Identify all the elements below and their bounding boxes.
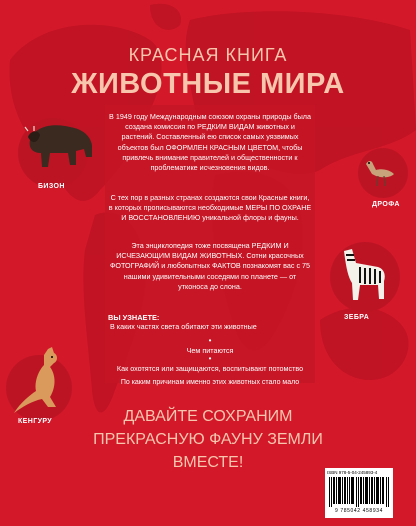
book-title: ЖИВОТНЫЕ МИРА	[71, 68, 345, 100]
series-title: КРАСНАЯ КНИГА	[128, 45, 288, 65]
bullet-item-4	[110, 378, 310, 388]
bullet-text: Как охотятся или защищаются, воспитывают потомство	[116, 364, 304, 373]
bullet-text: В каких частях света обитают эти животные	[110, 322, 257, 331]
intro-paragraph-1: В 1949 году Международным союзом охраны природы была создана комиссия по РЕДКИМ ВИДАМ животных и растений. Составленный ею список самых уязвимых объектов был ОФОРМЛЕН КРАСНЫМ ЦВЕТОМ, чтобы привлечь внимание правителей и общественности к проблематике исчезновения видов.	[109, 112, 311, 173]
bird-icon	[360, 156, 400, 188]
bullet-item-2	[110, 336, 310, 356]
kangaroo-icon	[10, 345, 70, 415]
intro-paragraph-3: Эта энциклопедия тоже посвящена РЕДКИМ И ИСЧЕЗАЮЩИМ ВИДАМ ЖИВОТНЫХ. Сотни красочных ФОТОГРАФИЙ и любопытных ФАКТОВ познакомят вас с 75 нашими удивительными соседями по планете — от утконоса до слона.	[109, 241, 311, 291]
bullet-text: По каким причинам именно этих животных стало мало	[120, 379, 300, 386]
intro-paragraph-2: С тех пор в разных странах создаются свои Красные книги, в которых прописываются необходимые МЕРЫ ПО ОХРАНЕ И ВОССТАНОВЛЕНИЮ уникальной флоры и фауны.	[108, 193, 312, 223]
bullet-dot-icon: •	[208, 336, 212, 345]
bison-label: БИЗОН	[38, 183, 65, 190]
bullet-item-1	[110, 322, 310, 332]
zebra-label: ЗЕБРА	[344, 314, 370, 321]
isbn-text: ISBN 978-5-04-245893-4	[327, 470, 378, 475]
bullet-dot-icon: •	[208, 354, 212, 363]
bullet-text: Чем питаются	[186, 346, 234, 355]
barcode-digits: 9 785042 458934	[335, 508, 383, 514]
kangaroo-label: КЕНГУРУ	[18, 418, 53, 425]
slogan-line-3: ВМЕСТЕ!	[172, 454, 244, 471]
slogan	[40, 405, 376, 474]
barcode-icon	[329, 477, 389, 507]
slogan-line-1: ДАВАЙТЕ СОХРАНИМ	[123, 408, 293, 425]
bullet-item-3	[110, 354, 310, 374]
bustard-label: ДРОФА	[372, 201, 400, 208]
you-will-learn-heading: ВЫ УЗНАЕТЕ:	[108, 313, 160, 322]
slogan-line-2: ПРЕКРАСНУЮ ФАУНУ ЗЕМЛИ	[93, 431, 323, 448]
bison-icon	[20, 115, 100, 175]
zebra-icon	[332, 245, 392, 305]
